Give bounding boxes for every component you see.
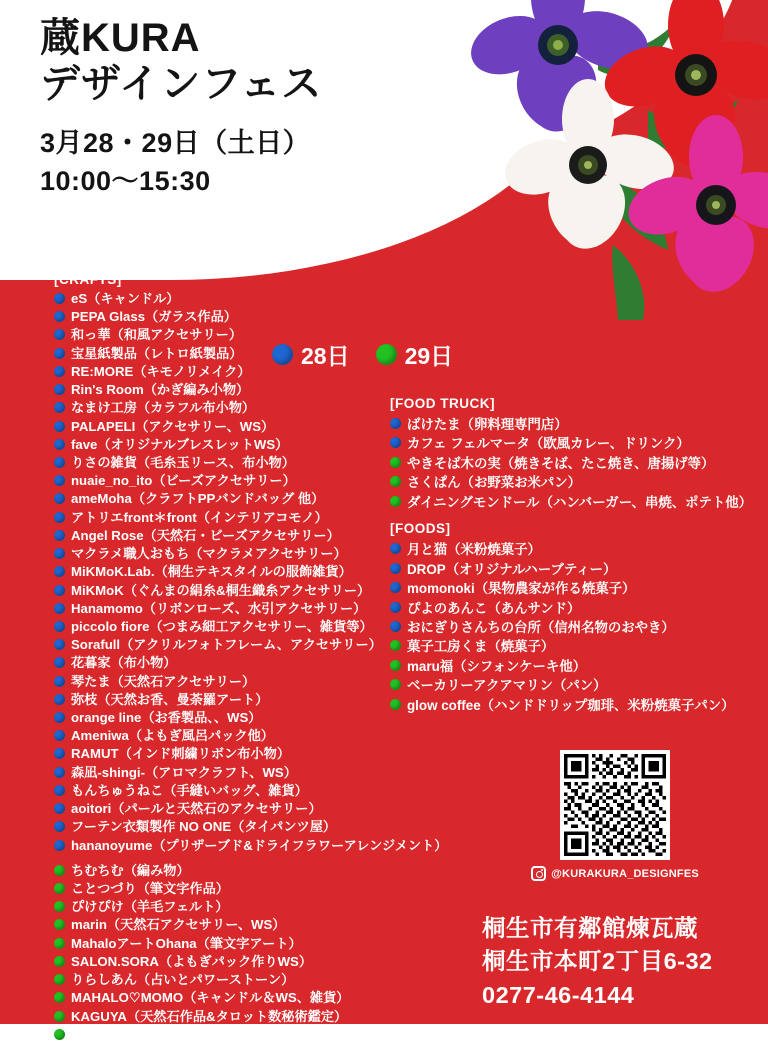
list-item-label: 花暮家（布小物） (71, 655, 177, 671)
green-dot-icon (54, 1011, 65, 1022)
list-item-label: りさの雑貨（毛糸玉リース、布小物） (71, 454, 295, 470)
green-dot-icon (54, 1029, 65, 1040)
list-item-label: PEPA Glass（ガラス作品） (71, 309, 237, 325)
blue-dot-icon (390, 602, 401, 613)
venue-address (482, 912, 713, 1012)
list-item-label: 弥枝（天然お香、曼荼羅アート） (71, 691, 269, 707)
green-dot-icon (390, 457, 401, 468)
list-item (390, 637, 760, 656)
blue-dot-icon (390, 563, 401, 574)
list-item (54, 837, 454, 855)
list-item (390, 657, 760, 676)
blue-dot-icon (54, 621, 65, 632)
list-item (54, 800, 454, 818)
title-block (40, 16, 322, 200)
list-item-label: ちむちむ（編み物） (71, 862, 190, 878)
blue-dot-icon (390, 418, 401, 429)
event-time: 10:00〜15:30 (40, 166, 211, 197)
list-item-label: おにぎりさんちの台所（信州名物のおやき） (407, 619, 675, 635)
list-item-label: Sorafull（アクリルフォトフレーム、アクセサリー） (71, 637, 382, 653)
blue-dot-icon (54, 329, 65, 340)
list-item-label: 宝星紙製品（レトロ紙製品） (71, 345, 243, 361)
instagram-icon (531, 866, 546, 881)
blue-dot-icon (54, 821, 65, 832)
list-item-label: カフェ フェルマータ（欧風カレー、ドリンク） (407, 436, 690, 452)
list-item-label: MiKMoK.Lab.（桐生テキスタイルの服飾雑貨） (71, 564, 352, 580)
list-item-label: PALAPELI（アクセサリー、WS） (71, 418, 275, 434)
blue-dot-icon (54, 348, 65, 359)
list-item-label: ことつづり（筆文字作品） (71, 881, 229, 896)
list-item-label: ダイニングモンドール（ハンバーガー、串焼、ポテト他） (407, 494, 753, 510)
list-item (390, 434, 760, 453)
green-dot-icon (54, 883, 65, 894)
blue-dot-icon (54, 384, 65, 395)
blue-dot-icon (390, 543, 401, 554)
qr-code[interactable] (560, 750, 670, 860)
event-title-line1: 蔵KURA (40, 16, 201, 60)
list-item-label: Ameniwa（よもぎ風呂パック他） (71, 728, 274, 744)
list-item-label: RE:MORE（キモノリメイク） (71, 363, 251, 379)
list-item (390, 540, 760, 559)
list-item (390, 415, 760, 434)
list-item (390, 599, 760, 618)
list-item (54, 727, 454, 745)
list-item (54, 308, 454, 326)
qr-code-image (564, 754, 666, 856)
list-item-label: DROP（オリジナルハーブティー） (407, 561, 617, 577)
venue-street: 桐生市本町2丁目6-32 (482, 948, 713, 975)
list-item (54, 326, 454, 344)
instagram-handle: @KURAKURA_DESIGNFES (551, 867, 699, 880)
list-item-label: ぴよのあんこ（あんサンド） (407, 600, 581, 616)
crafts-heading: [CRAFTS] (54, 272, 122, 287)
blue-dot-icon (54, 657, 65, 668)
list-item-label: 森凪-shingi-（アロマクラフト、WS） (71, 764, 297, 780)
list-item-label: 和っ華（和風アクセサリー） (71, 327, 243, 343)
list-item-label: glow coffee（ハンドドリップ珈琲、米粉焼菓子パン） (407, 697, 735, 713)
blue-dot-icon (54, 748, 65, 759)
list-item-label: momonoki（果物農家が作る焼菓子） (407, 581, 636, 597)
blue-dot-icon (390, 621, 401, 632)
list-item (390, 473, 760, 492)
list-item (54, 989, 454, 1007)
list-item-label: ばけたま（卵料理専門店） (407, 417, 568, 432)
list-item (390, 696, 760, 715)
venue-phone: 0277-46-4144 (482, 981, 635, 1008)
instagram-row[interactable] (551, 866, 699, 881)
list-item-label: MAHALO♡MOMO（キャンドル＆WS、雑貨） (71, 990, 350, 1006)
blue-dot-icon (54, 767, 65, 778)
legend-day1-label: 28日 (301, 343, 350, 369)
list-item-label: RAMUT（インド刺繍リボン布小物） (71, 746, 291, 762)
list-item-label: クラフトk（手刺繍ブローチ、キーホルダー等） (71, 1026, 354, 1042)
green-dot-icon (390, 679, 401, 690)
green-dot-icon (390, 699, 401, 710)
list-item-label: marin（天然石アクセサリー、WS） (71, 917, 286, 933)
list-item-label: もんちゅうねこ（手縫いバッグ、雑貨） (71, 782, 308, 798)
green-dot-icon (54, 992, 65, 1003)
list-item-label: Angel Rose（天然石・ビーズアクセサリー） (71, 527, 340, 543)
blue-dot-icon (54, 421, 65, 432)
list-item-label: 月と猫（米粉焼菓子） (407, 542, 541, 558)
list-item (54, 363, 454, 381)
blue-dot-icon (54, 785, 65, 796)
green-dot-icon (54, 865, 65, 876)
list-separator (54, 855, 454, 862)
list-item-label: maru福（シフォンケーキ他） (407, 658, 587, 674)
list-item-label: SALON.SORA（よもぎパック作りWS） (71, 953, 313, 969)
list-item (54, 898, 454, 916)
venue-name: 桐生市有鄰館煉瓦蔵 (482, 915, 698, 941)
list-item (54, 290, 454, 308)
list-item-label: ameMoha（クラフトPPバンドバッグ 他） (71, 491, 325, 507)
list-item (54, 1008, 454, 1026)
green-dot-icon (390, 660, 401, 671)
list-item-label: KAGUYA（天然石作品&タロット数秘術鑑定） (71, 1008, 348, 1024)
list-item-label: ベーカリーアクアマリン（パン） (407, 678, 607, 694)
list-item (390, 560, 760, 579)
blue-dot-icon (54, 530, 65, 541)
blue-dot-icon (54, 293, 65, 304)
list-item-label: MahaloアートOhana（筆文字アート） (71, 935, 302, 951)
list-item-label: さくぱん（お野菜お米パン） (407, 475, 582, 491)
list-item-label: フーテン衣類製作 NO ONE（タイパンツ屋） (71, 819, 337, 835)
green-dot-icon (54, 938, 65, 949)
list-item (54, 345, 454, 363)
blue-dot-icon (54, 475, 65, 486)
list-item-label: 菓子工房くま（焼菓子） (407, 639, 555, 655)
list-item (54, 880, 454, 898)
blue-dot-icon (54, 603, 65, 614)
list-item-label: Hanamomo（リボンローズ、水引アクセサリー） (71, 600, 367, 616)
blue-dot-icon (54, 639, 65, 650)
list-item (54, 745, 454, 763)
list-item-label: りらしあん（占いとパワーストーン） (71, 972, 295, 988)
list-item (390, 676, 760, 695)
blue-dot-icon (54, 840, 65, 851)
event-date: 3月28・29日（土日） (40, 127, 311, 158)
event-title-line2: デザインフェス (40, 61, 323, 106)
list-item-label: hananoyume（プリザーブド&ドライフラワーアレンジメント） (71, 837, 448, 853)
blue-dot-icon (54, 311, 65, 322)
list-item (54, 782, 454, 800)
blue-dot-icon (54, 676, 65, 687)
list-item-label: nuaie_no_ito（ビーズアクセサリー） (71, 473, 296, 489)
blue-dot-icon (54, 366, 65, 377)
blue-dot-icon (54, 585, 65, 596)
blue-dot-icon (390, 437, 401, 448)
green-dot-icon (54, 901, 65, 912)
green-dot-icon (54, 974, 65, 985)
list-item-label: 琴たま（天然石アクセサリー） (71, 673, 256, 689)
list-item (54, 935, 454, 953)
list-item (390, 454, 760, 473)
green-dot-icon (390, 496, 401, 507)
list-item-label: orange line（お香製品、、WS） (71, 710, 262, 726)
list-item (390, 579, 760, 598)
blue-dot-icon (54, 803, 65, 814)
green-dot-icon (390, 640, 401, 651)
list-item (54, 971, 454, 989)
list-item (390, 618, 760, 637)
list-item-label: piccolo fiore（つまみ細工アクセサリー、雑貨等） (71, 618, 373, 634)
list-item (54, 862, 454, 880)
list-item (54, 1026, 454, 1044)
list-item-label: アトリエfront＊front（インテリアコモノ） (71, 509, 328, 525)
list-item-label: MiKMoK（ぐんまの絹糸&桐生織糸アクセサリー） (71, 582, 371, 598)
list-item-label: やきそば木の実（焼きそば、たこ焼き、唐揚げ等） (407, 455, 715, 471)
list-item (54, 916, 454, 934)
list-item-label: ぴけぴけ（羊毛フェルト） (71, 899, 229, 915)
list-item (54, 953, 454, 971)
list-item-label: Rin's Room（かぎ編み小物） (71, 382, 250, 398)
blue-dot-icon (54, 566, 65, 577)
blue-dot-icon (54, 712, 65, 723)
list-item-label: fave（オリジナルブレスレットWS） (71, 436, 289, 452)
blue-dot-icon (54, 512, 65, 523)
list-item-label: aoitori（パールと天然石のアクセサリー） (71, 801, 322, 817)
list-item-label: eS（キャンドル） (71, 291, 180, 306)
blue-dot-icon (54, 730, 65, 741)
list-separator (390, 512, 760, 521)
list-item (54, 764, 454, 782)
blue-dot-icon (390, 582, 401, 593)
list-item-label: マクラメ職人おもち（マクラメアクセサリー） (71, 546, 347, 562)
green-dot-icon (54, 956, 65, 967)
blue-dot-icon (54, 548, 65, 559)
green-dot-icon (54, 919, 65, 930)
blue-dot-icon (54, 694, 65, 705)
foods-heading: [FOODS] (390, 521, 451, 537)
instagram-qr-block[interactable] (551, 750, 699, 881)
list-item-label: なまけ工房（カラフル布小物） (71, 400, 256, 416)
green-dot-icon (390, 476, 401, 487)
list-item (54, 818, 454, 836)
blue-dot-icon (54, 402, 65, 413)
food-truck-heading: [FOOD TRUCK] (390, 396, 495, 411)
blue-dot-icon (54, 493, 65, 504)
food-column (390, 396, 760, 715)
blue-dot-icon (54, 457, 65, 468)
blue-dot-icon (54, 439, 65, 450)
list-item (390, 493, 760, 512)
legend-day2-label: 29日 (404, 343, 454, 369)
